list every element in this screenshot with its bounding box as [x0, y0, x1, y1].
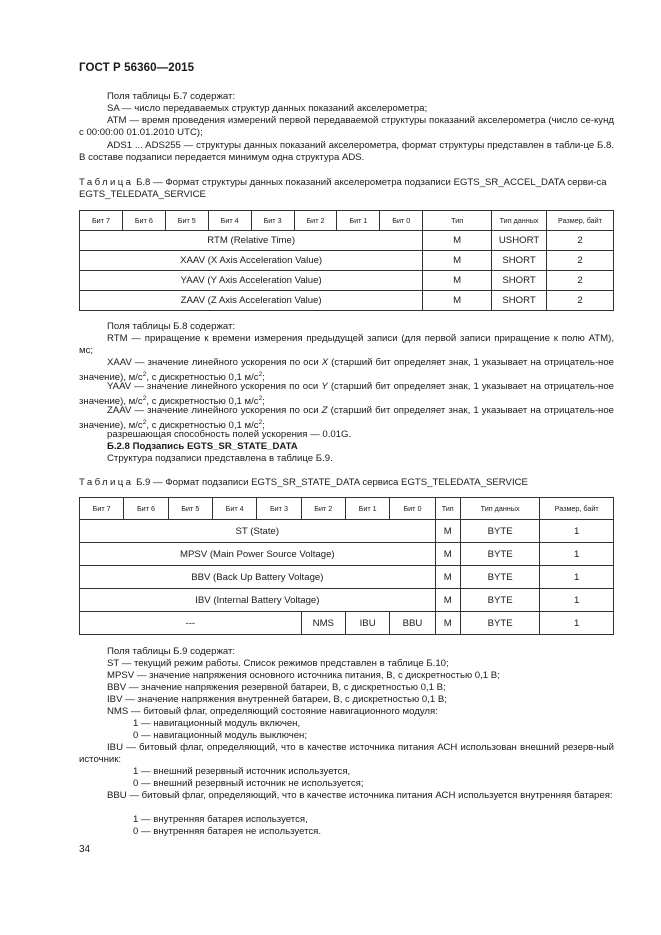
- field-data-type: SHORT: [492, 251, 547, 271]
- b8-rtm: RTM — приращение к времени измерения предыдущей записи (для первой записи приращение к полю ATM), мс;: [79, 333, 614, 357]
- text: ;: [262, 372, 265, 384]
- superscript: 2: [142, 371, 147, 379]
- field-data-type: SHORT: [492, 291, 547, 311]
- text: ZAAV — значение линейного ускорения по оси: [107, 405, 322, 416]
- superscript: 2: [142, 419, 147, 427]
- table-row: [80, 251, 614, 271]
- field-type: M: [435, 612, 460, 635]
- field-type: M: [423, 251, 492, 271]
- text: , с дискретностью 0,1 м/с: [146, 420, 259, 432]
- header-cell: Тип данных: [492, 211, 547, 231]
- header-cell: Бит 1: [337, 211, 380, 231]
- superscript: 2: [142, 395, 147, 403]
- header-cell: Бит 7: [80, 211, 123, 231]
- section-title: Б.2.8 Подзапись EGTS_SR_STATE_DATA: [107, 441, 298, 452]
- header-cell: Бит 3: [257, 498, 301, 520]
- field-type: M: [435, 520, 460, 543]
- text: YAAV — значение линейного ускорения по оси: [107, 381, 322, 392]
- field-type: M: [435, 566, 460, 589]
- table-b8-caption: [79, 177, 614, 201]
- field-name: IBV (Internal Battery Voltage): [80, 589, 436, 612]
- field-name: ST (State): [80, 520, 436, 543]
- header-cell: Бит 4: [212, 498, 256, 520]
- field-size: 2: [547, 251, 614, 271]
- b9-bbu-1: 1 — внутренняя батарея используется,: [133, 814, 308, 825]
- text: (старший бит определяет знак, 1 указывает на отрицатель-ное значение), м/с: [79, 405, 614, 432]
- field-data-type: USHORT: [492, 231, 547, 251]
- header-cell: Бит 6: [122, 211, 165, 231]
- axis-z: Z: [321, 405, 328, 416]
- b7-sa: SA — число передаваемых структур данных показаний акселерометра;: [107, 103, 428, 114]
- field-data-type: SHORT: [492, 271, 547, 291]
- b7-intro: Поля таблицы Б.7 содержат:: [107, 91, 236, 102]
- b9-intro: Поля таблицы Б.9 содержат:: [107, 646, 236, 657]
- caption-text: Б.8 — Формат структуры данных показаний акселерометра подзаписи EGTS_SR_ACCEL_DATA серви-са EGTS_TELEDATA_SERVICE: [79, 177, 607, 201]
- field-data-type: BYTE: [460, 543, 540, 566]
- table-row: [80, 231, 614, 251]
- header-cell: Бит 2: [294, 211, 337, 231]
- field-size: 1: [540, 520, 614, 543]
- text: , с дискретностью 0,1 м/с: [146, 372, 259, 384]
- superscript: 2: [258, 395, 263, 403]
- field-data-type: BYTE: [460, 589, 540, 612]
- field-data-type: BYTE: [460, 566, 540, 589]
- table-row: [80, 271, 614, 291]
- b7-atm: ATM — время проведения измерений первой передаваемой структуры показаний акселерометра (число се-кунд с 00:00:00 01.01.2010 UTC);: [79, 115, 614, 139]
- header-cell: Бит 5: [168, 498, 212, 520]
- table-row: [80, 543, 614, 566]
- header-cell: Тип: [435, 498, 460, 520]
- b9-ibv: IBV — значение напряжения внутренней батареи, В, с дискретностью 0,1 В;: [107, 694, 447, 705]
- field-type: M: [423, 271, 492, 291]
- header-cell: Бит 6: [124, 498, 168, 520]
- axis-x: X: [321, 357, 329, 368]
- text: XAAV — значение линейного ускорения по оси: [107, 357, 322, 368]
- table-b9: [79, 497, 614, 635]
- header-cell: Бит 3: [251, 211, 294, 231]
- b9-ibu-1: 1 — внешний резервный источник используется,: [133, 766, 351, 777]
- field-name: BBV (Back Up Battery Voltage): [80, 566, 436, 589]
- text: (старший бит определяет знак, 1 указывает на отрицатель-ное значение), м/с: [79, 357, 615, 384]
- nms-bit: NMS: [301, 612, 345, 635]
- reserved-bits: ---: [80, 612, 302, 635]
- field-size: 1: [540, 589, 614, 612]
- b9-ibu-0: 0 — внешний резервный источник не используется;: [133, 778, 364, 789]
- b9-nms-1: 1 — навигационный модуль включен,: [133, 718, 301, 729]
- field-data-type: BYTE: [460, 612, 540, 635]
- table-row: [80, 589, 614, 612]
- field-size: 2: [547, 271, 614, 291]
- ibu-bit: IBU: [345, 612, 389, 635]
- b8-intro: Поля таблицы Б.8 содержат:: [107, 321, 236, 332]
- caption-label: Таблица: [79, 477, 134, 488]
- field-type: M: [423, 231, 492, 251]
- field-data-type: BYTE: [460, 520, 540, 543]
- field-type: M: [435, 589, 460, 612]
- text: , с дискретностью 0,1 м/с: [146, 396, 259, 408]
- header-cell: Бит 0: [390, 498, 435, 520]
- document-header: ГОСТ Р 56360—2015: [79, 62, 195, 74]
- field-size: 2: [547, 231, 614, 251]
- superscript: 2: [258, 419, 263, 427]
- table-b9-caption: [79, 477, 614, 489]
- caption-label: Таблица: [79, 177, 134, 188]
- b9-mpsv: MPSV — значение напряжения основного источника питания, В, с дискретностью 0,1 В;: [107, 670, 500, 681]
- field-size: 1: [540, 543, 614, 566]
- b9-st: ST — текущий режим работы. Список режимов представлен в таблице Б.10;: [107, 658, 449, 669]
- b7-ads: ADS1 ... ADS255 — структуры данных показаний акселерометра, формат структуры представлен в табли-це Б.8. В составе подзаписи передается минимум одна структура ADS.: [79, 140, 614, 164]
- section-text: Структура подзаписи представлена в таблице Б.9.: [107, 453, 333, 464]
- field-name: MPSV (Main Power Source Voltage): [80, 543, 436, 566]
- header-cell: Тип: [423, 211, 492, 231]
- header-cell: Бит 5: [165, 211, 208, 231]
- page-number: 34: [79, 844, 91, 855]
- header-cell: Бит 7: [80, 498, 124, 520]
- header-cell: Размер, байт: [547, 211, 614, 231]
- field-size: 2: [547, 291, 614, 311]
- b9-ibu: IBU — битовый флаг, определяющий, что в качестве источника питания АСН использован внешний резерв-ный источник:: [79, 742, 614, 766]
- header-cell: Размер, байт: [540, 498, 614, 520]
- bbu-bit: BBU: [390, 612, 435, 635]
- caption-text: Б.9 — Формат подзаписи EGTS_SR_STATE_DATA сервиса EGTS_TELEDATA_SERVICE: [136, 477, 528, 488]
- header-cell: Бит 1: [345, 498, 389, 520]
- axis-y: Y: [321, 381, 328, 392]
- text: (старший бит определяет знак, 1 указывает на отрицатель-ное значение), м/с: [79, 381, 615, 408]
- field-name: RTM (Relative Time): [80, 231, 423, 251]
- b9-bbu-0: 0 — внутренняя батарея не используется.: [133, 826, 322, 837]
- table-row: [80, 612, 614, 635]
- text: ;: [262, 396, 265, 408]
- header-cell: Бит 4: [208, 211, 251, 231]
- header-cell: Бит 2: [301, 498, 345, 520]
- field-name: ZAAV (Z Axis Acceleration Value): [80, 291, 423, 311]
- b9-nms-0: 0 — навигационный модуль выключен;: [133, 730, 308, 741]
- table-header-row: [80, 498, 614, 520]
- table-row: [80, 291, 614, 311]
- field-type: M: [435, 543, 460, 566]
- superscript: 2: [258, 371, 263, 379]
- field-name: XAAV (X Axis Acceleration Value): [80, 251, 423, 271]
- field-size: 1: [540, 612, 614, 635]
- field-type: M: [423, 291, 492, 311]
- b9-bbu: BBU — битовый флаг, определяющий, что в качестве источника питания АСН используется внутренняя батарея:: [107, 790, 613, 801]
- text: ;: [262, 420, 265, 432]
- b8-resolution: разрешающая способность полей ускорения — 0.01G.: [107, 429, 352, 440]
- field-name: YAAV (Y Axis Acceleration Value): [80, 271, 423, 291]
- table-header-row: [80, 211, 614, 231]
- table-row: [80, 566, 614, 589]
- table-row: [80, 520, 614, 543]
- field-size: 1: [540, 566, 614, 589]
- b9-bbv: BBV — значение напряжения резервной батареи, В, с дискретностью 0,1 В;: [107, 682, 446, 693]
- table-b8: [79, 210, 614, 311]
- header-cell: Бит 0: [380, 211, 423, 231]
- header-cell: Тип данных: [460, 498, 540, 520]
- b9-nms: NMS — битовый флаг, определяющий состояние навигационного модуля:: [107, 706, 438, 717]
